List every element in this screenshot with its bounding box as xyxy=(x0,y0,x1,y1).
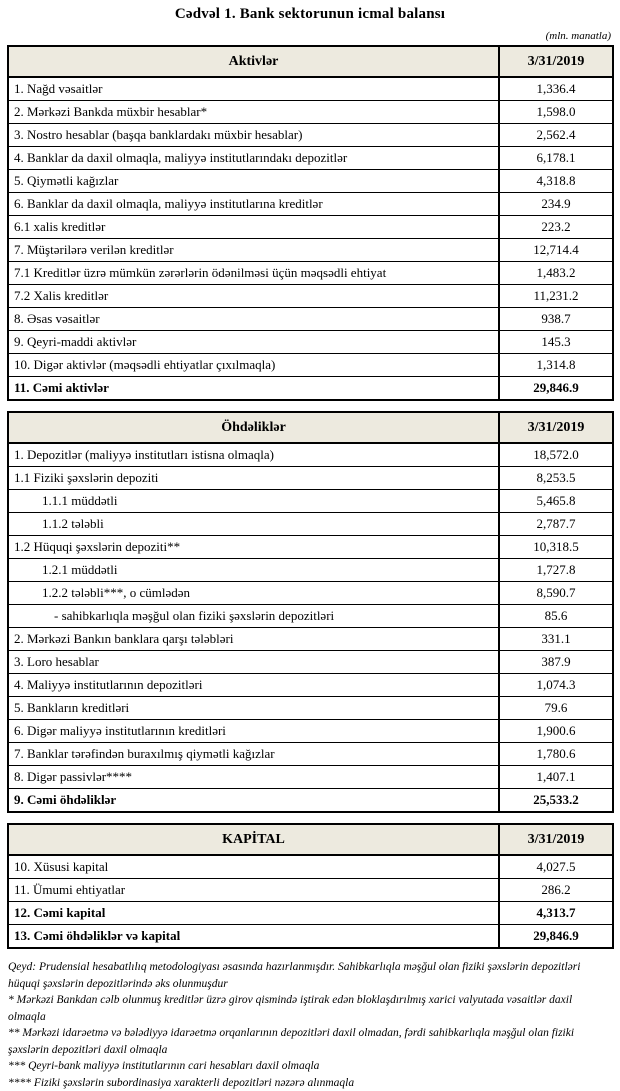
row-label: 5. Qiymətli kağızlar xyxy=(9,170,500,192)
row-label: 3. Loro hesablar xyxy=(9,651,500,673)
table-row xyxy=(9,308,612,331)
row-label: 7. Banklar tərəfindən buraxılmış qiymətli kağızlar xyxy=(9,743,500,765)
row-value: 29,846.9 xyxy=(500,377,612,399)
table-row xyxy=(9,513,612,536)
row-label: 1.1.2 tələbli xyxy=(9,513,500,535)
row-label: 9. Qeyri-maddi aktivlər xyxy=(9,331,500,353)
row-label: 4. Banklar da daxil olmaqla, maliyyə institutlarındakı depozitlər xyxy=(9,147,500,169)
table-row xyxy=(9,743,612,766)
row-value: 1,407.1 xyxy=(500,766,612,788)
table-row xyxy=(9,239,612,262)
row-value: 2,787.7 xyxy=(500,513,612,535)
table-row xyxy=(9,467,612,490)
table-row xyxy=(9,101,612,124)
row-value: 1,598.0 xyxy=(500,101,612,123)
row-value: 18,572.0 xyxy=(500,444,612,466)
footnote: Qeyd: Prudensial hesabatlılıq metodologiyası əsasında hazırlanmışdır. Sahibkarlıqla məşğul olan fiziki şəxslərin depozitləri hüquqi şəxslərin depozitlərində əks olunmuşdur xyxy=(8,959,611,992)
row-label: 12. Cəmi kapital xyxy=(9,902,500,924)
assets-date-column-header: 3/31/2019 xyxy=(500,47,612,76)
row-label: 6. Banklar da daxil olmaqla, maliyyə institutlarına kreditlər xyxy=(9,193,500,215)
table-row xyxy=(9,170,612,193)
footnote: *** Qeyri-bank maliyyə institutlarının cari hesabları daxil olmaqla xyxy=(8,1058,611,1075)
table-row xyxy=(9,766,612,789)
assets-table-rows xyxy=(9,78,612,399)
table-row xyxy=(9,720,612,743)
row-label: 10. Digər aktivlər (məqsədli ehtiyatlar çıxılmaqla) xyxy=(9,354,500,376)
row-label: 1.2.2 tələbli***, o cümlədən xyxy=(9,582,500,604)
row-label: 1.1 Fiziki şəxslərin depoziti xyxy=(9,467,500,489)
row-label: 7. Müştərilərə verilən kreditlər xyxy=(9,239,500,261)
row-value: 938.7 xyxy=(500,308,612,330)
table-row xyxy=(9,856,612,879)
row-label: 6.1 xalis kreditlər xyxy=(9,216,500,238)
row-value: 1,727.8 xyxy=(500,559,612,581)
assets-table-title: Aktivlər xyxy=(9,47,500,76)
liabilities-table-header xyxy=(9,413,612,444)
row-value: 1,780.6 xyxy=(500,743,612,765)
row-label: 2. Mərkəzi Bankda müxbir hesablar* xyxy=(9,101,500,123)
row-value: 6,178.1 xyxy=(500,147,612,169)
row-label: 3. Nostro hesablar (başqa banklardakı müxbir hesablar) xyxy=(9,124,500,146)
row-label: 4. Maliyyə institutlarının depozitləri xyxy=(9,674,500,696)
page-title: Cədvəl 1. Bank sektorunun icmal balansı xyxy=(0,6,620,23)
row-value: 1,336.4 xyxy=(500,78,612,100)
row-value: 2,562.4 xyxy=(500,124,612,146)
row-value: 4,027.5 xyxy=(500,856,612,878)
row-value: 234.9 xyxy=(500,193,612,215)
table-row xyxy=(9,193,612,216)
table-row xyxy=(9,628,612,651)
table-row xyxy=(9,582,612,605)
row-label: 1.2.1 müddətli xyxy=(9,559,500,581)
liabilities-date-column-header: 3/31/2019 xyxy=(500,413,612,442)
row-label: 1. Nağd vəsaitlər xyxy=(9,78,500,100)
row-value: 4,318.8 xyxy=(500,170,612,192)
table-row xyxy=(9,331,612,354)
table-row xyxy=(9,444,612,467)
table-row xyxy=(9,354,612,377)
row-value: 1,483.2 xyxy=(500,262,612,284)
capital-date-column-header: 3/31/2019 xyxy=(500,825,612,854)
table-row xyxy=(9,559,612,582)
row-value: 4,313.7 xyxy=(500,902,612,924)
row-value: 12,714.4 xyxy=(500,239,612,261)
row-label: 1.2 Hüquqi şəxslərin depoziti** xyxy=(9,536,500,558)
row-label: 1. Depozitlər (maliyyə institutları istisna olmaqla) xyxy=(9,444,500,466)
table-row xyxy=(9,879,612,902)
assets-table xyxy=(7,45,614,401)
row-value: 25,533.2 xyxy=(500,789,612,811)
table-row xyxy=(9,262,612,285)
row-value: 223.2 xyxy=(500,216,612,238)
row-value: 8,590.7 xyxy=(500,582,612,604)
row-value: 79.6 xyxy=(500,697,612,719)
table-row xyxy=(9,789,612,811)
table-row xyxy=(9,697,612,720)
table-row xyxy=(9,78,612,101)
capital-table-header xyxy=(9,825,612,856)
row-value: 331.1 xyxy=(500,628,612,650)
table-row xyxy=(9,377,612,399)
table-row xyxy=(9,124,612,147)
liabilities-table-rows xyxy=(9,444,612,811)
row-label: 11. Ümumi ehtiyatlar xyxy=(9,879,500,901)
footnote: * Mərkəzi Bankdan cəlb olunmuş kreditlər üzrə girov qismində iştirak edən bloklaşdırılmış xarici valyutada vəsaitlər daxil olmaqla xyxy=(8,992,611,1025)
row-label: 7.1 Kreditlər üzrə mümkün zərərlərin ödənilməsi üçün məqsədli ehtiyat xyxy=(9,262,500,284)
row-value: 1,074.3 xyxy=(500,674,612,696)
assets-table-header xyxy=(9,47,612,78)
liabilities-table-title: Öhdəliklər xyxy=(9,413,500,442)
row-value: 1,900.6 xyxy=(500,720,612,742)
table-row xyxy=(9,902,612,925)
row-value: 5,465.8 xyxy=(500,490,612,512)
unit-note: (mln. manatla) xyxy=(0,30,611,42)
row-label: 8. Digər passivlər**** xyxy=(9,766,500,788)
table-row xyxy=(9,605,612,628)
table-row xyxy=(9,216,612,239)
row-value: 29,846.9 xyxy=(500,925,612,947)
row-value: 10,318.5 xyxy=(500,536,612,558)
row-label: 13. Cəmi öhdəliklər və kapital xyxy=(9,925,500,947)
row-label: 8. Əsas vəsaitlər xyxy=(9,308,500,330)
row-label: 1.1.1 müddətli xyxy=(9,490,500,512)
table-row xyxy=(9,490,612,513)
capital-table xyxy=(7,823,614,949)
footnote: **** Fiziki şəxslərin subordinasiya xarakterli depozitləri nəzərə alınmaqla xyxy=(8,1075,611,1091)
row-label: 9. Cəmi öhdəliklər xyxy=(9,789,500,811)
table-row xyxy=(9,651,612,674)
row-value: 145.3 xyxy=(500,331,612,353)
row-label: 2. Mərkəzi Bankın banklara qarşı tələbləri xyxy=(9,628,500,650)
capital-table-rows xyxy=(9,856,612,947)
row-label: 6. Digər maliyyə institutlarının kreditləri xyxy=(9,720,500,742)
liabilities-table xyxy=(7,411,614,813)
row-label: 5. Bankların kreditləri xyxy=(9,697,500,719)
row-value: 8,253.5 xyxy=(500,467,612,489)
table-row xyxy=(9,674,612,697)
row-label: 11. Cəmi aktivlər xyxy=(9,377,500,399)
row-label: 7.2 Xalis kreditlər xyxy=(9,285,500,307)
row-value: 387.9 xyxy=(500,651,612,673)
row-value: 85.6 xyxy=(500,605,612,627)
row-label: 10. Xüsusi kapital xyxy=(9,856,500,878)
capital-table-title: KAPİTAL xyxy=(9,825,500,854)
footnotes xyxy=(8,959,611,1091)
table-row xyxy=(9,925,612,947)
row-value: 1,314.8 xyxy=(500,354,612,376)
table-row xyxy=(9,536,612,559)
row-value: 11,231.2 xyxy=(500,285,612,307)
table-row xyxy=(9,285,612,308)
row-label: - sahibkarlıqla məşğul olan fiziki şəxslərin depozitləri xyxy=(9,605,500,627)
footnote: ** Mərkəzi idarəetmə və bələdiyyə idarəetmə orqanlarının depozitləri daxil olmadan, fərdi sahibkarlıqla məşğul olan fiziki şəxslərin depozitləri daxil olmaqla xyxy=(8,1025,611,1058)
table-row xyxy=(9,147,612,170)
row-value: 286.2 xyxy=(500,879,612,901)
